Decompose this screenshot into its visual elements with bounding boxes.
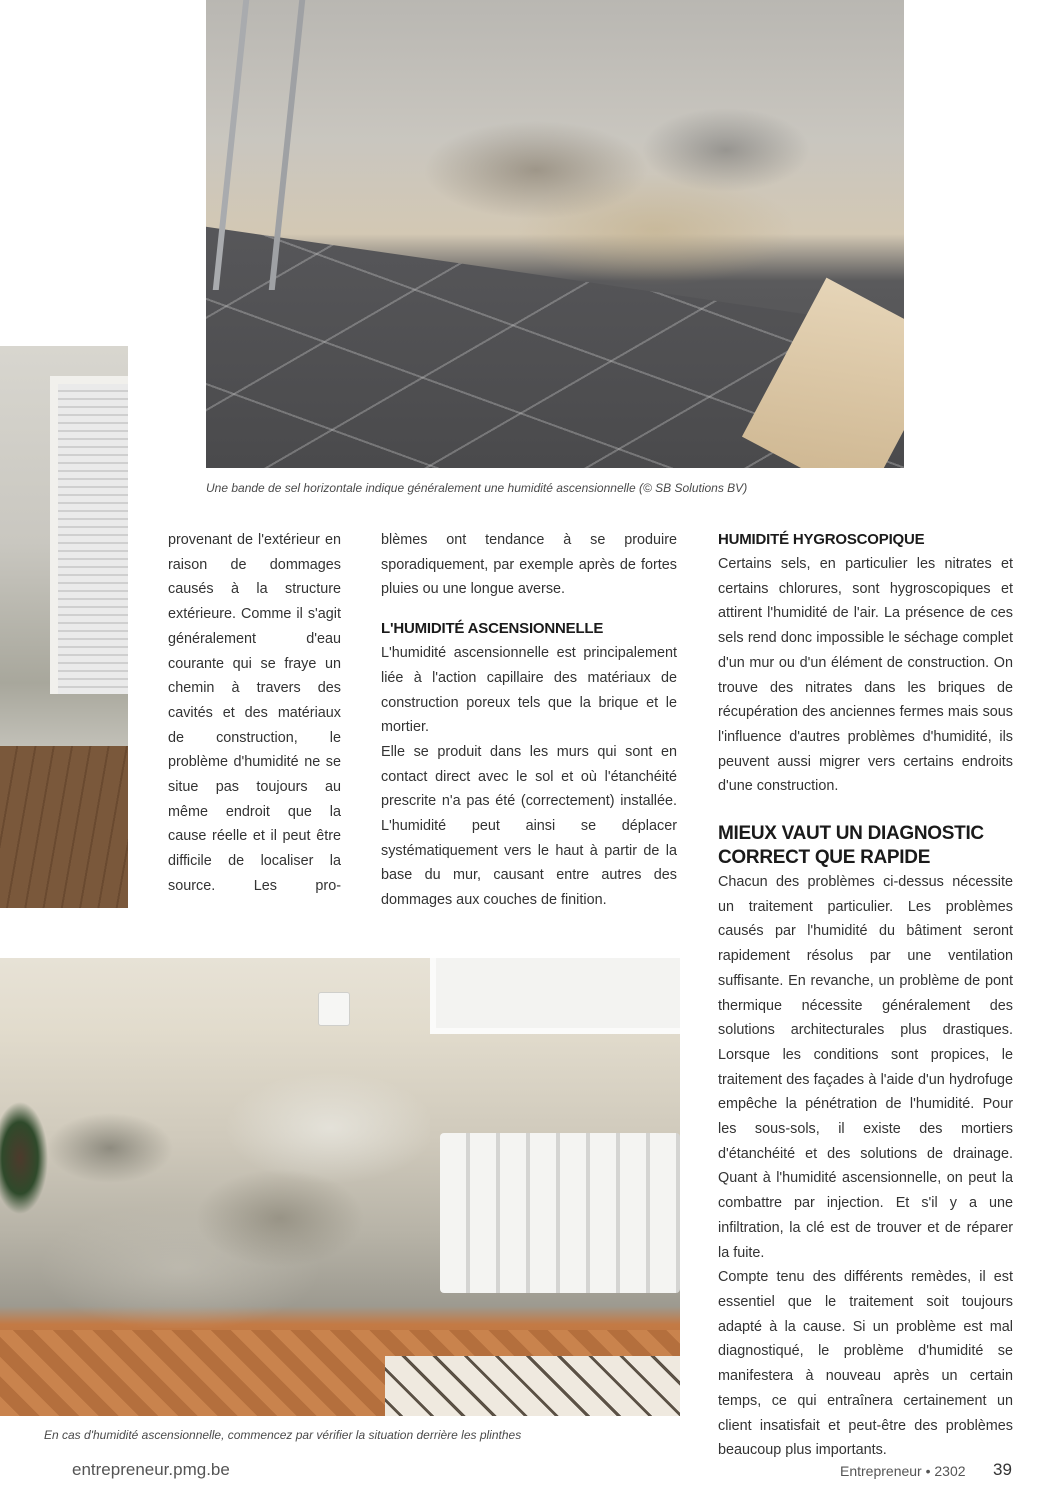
- footer-magazine-issue: Entrepreneur • 2302: [840, 1463, 966, 1479]
- footer-website-link[interactable]: entrepreneur.pmg.be: [72, 1460, 230, 1479]
- column-3-paragraph-1: Certains sels, en particulier les nitrates et certains chlorures, sont hygroscopiques et attirent l'humidité de l'air. La présence de ces sels rend donc impossible le séchage complet d'un mur ou d'un élément de construction. On trouve des nitrates dans les briques de récupération des anciennes fermes mais sous l'influence d'autres problèmes d'humidité, ils peuvent aussi migrer vers certains endroits d'une construction.: [718, 556, 1013, 795]
- rug: [385, 1356, 680, 1416]
- column-2: [381, 528, 677, 913]
- mold-patches: [30, 1068, 430, 1328]
- column-2-paragraph-continuation: blèmes ont tendance à se produire sporadiquement, par exemple après de fortes pluies ou une longue averse.: [381, 532, 677, 598]
- column-1-paragraph: provenant de l'extérieur en raison de dommages causés à la structure extérieure. Comme il s'agit généralement d'eau courante qui se fraye un chemin à travers des cavités et des matériaux de construction, le problème d'humidité ne se situe pas toujours au même endroit que la cause réelle et il peut être difficile de localiser la source. Les pro-: [168, 532, 341, 894]
- page-number: 39: [993, 1460, 1012, 1479]
- heading-diagnostic-line-2: CORRECT QUE RAPIDE: [718, 847, 931, 869]
- window-blinds: [50, 376, 128, 694]
- wood-floor: [0, 746, 128, 908]
- damp-wall-radiator-photo: [0, 958, 680, 1416]
- column-3: [718, 528, 1013, 1463]
- radiator: [440, 1133, 680, 1293]
- plant: [0, 1078, 70, 1278]
- window: [430, 958, 680, 1034]
- damp-room-window-photo: [0, 346, 128, 908]
- heading-humidite-ascensionnelle: L'HUMIDITÉ ASCENSIONNELLE: [381, 620, 604, 638]
- heading-diagnostic-line-1: MIEUX VAUT UN DIAGNOSTIC: [718, 823, 984, 845]
- salt-band-wall-photo: [206, 0, 904, 468]
- column-2-paragraph-1: L'humidité ascensionnelle est principalement liée à l'action capillaire des matériaux de construction poreux tels que la brique et le mortier.: [381, 645, 677, 736]
- top-photo-caption: Une bande de sel horizontale indique généralement une humidité ascensionnelle (© SB Solutions BV): [206, 481, 748, 495]
- column-3-paragraph-2: Chacun des problèmes ci-dessus nécessite un traitement particulier. Les problèmes causés par l'humidité du bâtiment seront rapidement résolus par une ventilation suffisante. En revanche, un problème de pont thermique nécessite généralement des solutions architecturales plus drastiques. Lorsque les conditions sont propices, le traitement des façades à l'aide d'un hydrofuge empêche la pénétration de l'humidité. Pour les sous-sols, il existe des mortiers d'étanchéité et des solutions de drainage. Quant à l'humidité ascensionnelle, on peut la combattre par injection. Et s'il y a une infiltration, la clé est de trouver et de réparer la fuite.: [718, 874, 1013, 1261]
- column-1: [168, 528, 341, 899]
- thermostat-icon: [318, 992, 350, 1026]
- column-3-paragraph-3: Compte tenu des différents remèdes, il est essentiel que le traitement soit toujours adapté à la cause. Si un problème est mal diagnostiqué, le problème d'humidité se manifestera à nouveau après un certain temps, ce qui entraînera certainement un client insatisfait et peut-être des problèmes beaucoup plus importants.: [718, 1269, 1013, 1459]
- heading-humidite-hygroscopique: HUMIDITÉ HYGROSCOPIQUE: [718, 531, 925, 548]
- column-2-paragraph-2: Elle se produit dans les murs qui sont en contact direct avec le sol et où l'étanchéité prescrite n'a pas été (correctement) installée. L'humidité peut ainsi se déplacer systématiquement vers le haut à partir de la base du mur, causant entre autres des dommages aux couches de finition.: [381, 743, 677, 909]
- bottom-photo-caption: En cas d'humidité ascensionnelle, commencez par vérifier la situation derrière les plinthes: [44, 1428, 522, 1442]
